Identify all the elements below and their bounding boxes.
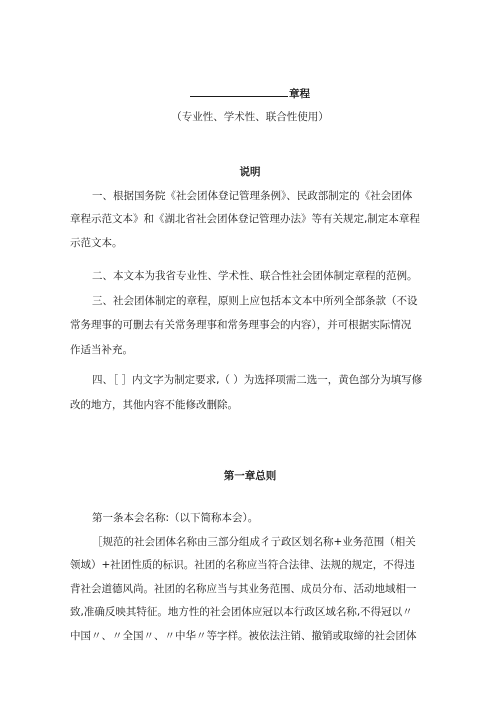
explanation-line: 示范文本。 (70, 237, 123, 249)
title-suffix: 章程 (289, 88, 310, 100)
explanation-line: 三、社会团体制定的章程，原则上应包括本文本中所列全部条款（不设 (92, 295, 418, 307)
article-line: 第一条本会名称:（以下简称本会）。 (92, 512, 259, 524)
explanation-line: 作适当补充。 (70, 344, 133, 356)
chapter-heading: 第一章总则 (223, 470, 277, 482)
explanation-line: 一、根据国务院《社会团体登记管理条例》、民政部制定的《社会团体 (92, 190, 413, 202)
explanation-line: 二、本文本为我省专业性、学术性、联合性社会团体制定章程的范例。 (92, 270, 418, 282)
article-line: 中国〃、〃全国〃、〃中华〃等字样。被依法注销、撤销或取缔的社会团体 (70, 630, 417, 642)
explanation-line: 章程示范文本》和《湖北省社会团体登记管理办法》等有关规定,制定本章程 (70, 213, 420, 225)
article-line: ［规范的社会团体名称由三部分组成彳亍政区划名称+业务范围（相关 (92, 536, 416, 548)
title-blank-line (190, 86, 288, 97)
article-line: 背社会道德风尚。社团的名称应当与其业务范围、成员分布、活动地域相一 (70, 583, 417, 595)
explanation-heading: 说明 (239, 166, 261, 178)
explanation-line: 常务理事的可删去有关常务理事和常务理事会的内容），并可根据实际情况 (70, 319, 412, 331)
article-line: 领域）+社团性质的标识。社团的名称应当符合法律、法规的规定，不得违 (70, 559, 415, 571)
doc-title (0, 86, 500, 101)
doc-subtitle: （专业性、学术性、联合性使用） (171, 111, 329, 123)
article-line: 致,准确反映其特征。地方性的社会团体应冠以本行政区域名称,不得冠以〃 (70, 606, 413, 618)
explanation-line: 四、［ ］内文字为制定要求,（ ）为选择项需二选一，黄色部分为填写修 (92, 374, 423, 386)
explanation-line: 改的地方，其他内容不能修改删除。 (70, 399, 238, 411)
